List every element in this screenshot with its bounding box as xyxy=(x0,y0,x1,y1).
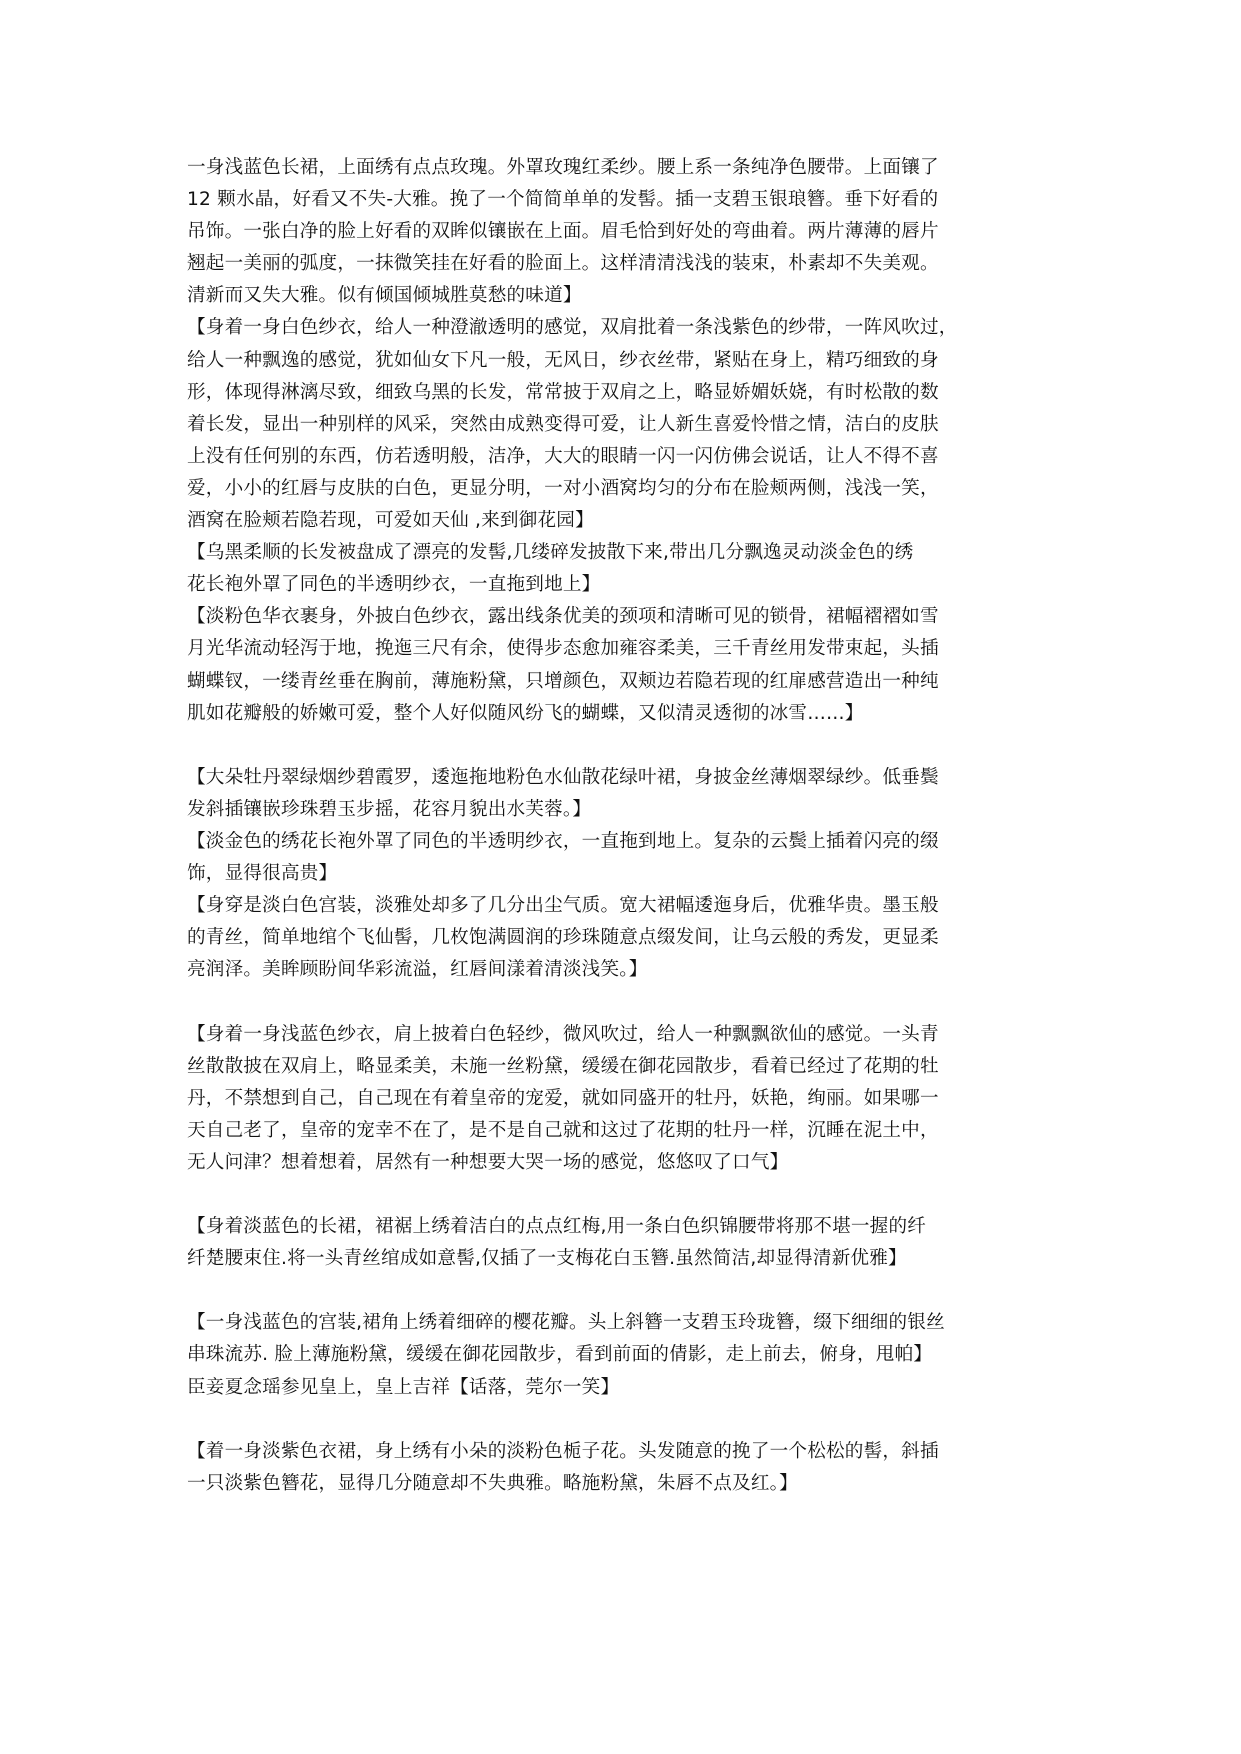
text-line: 着长发，显出一种别样的风采，突然由成熟变得可爱，让人新生喜爱怜惜之情，洁白的皮肤 xyxy=(187,413,939,435)
text-line: 花长袍外罩了同色的半透明纱衣，一直拖到地上】 xyxy=(187,574,601,596)
paragraph xyxy=(187,1211,1067,1275)
text-line: 亮润泽。美眸顾盼间华彩流溢，红唇间漾着清淡浅笑。】 xyxy=(187,959,648,981)
text-line: 【着一身淡紫色衣裙，身上绣有小朵的淡粉色栀子花。头发随意的挽了一个松松的髻，斜插 xyxy=(187,1440,939,1462)
paragraph-spacer xyxy=(187,1179,1067,1211)
paragraph-spacer xyxy=(187,986,1067,1018)
text-line: 饰，显得很高贵】 xyxy=(187,863,338,885)
text-line: 形，体现得淋漓尽致，细致乌黑的长发，常常披于双肩之上，略显娇媚妖娆，有时松散的数 xyxy=(187,381,939,403)
paragraph xyxy=(187,1019,1067,1179)
text-line: 【大朵牡丹翠绿烟纱碧霞罗，逶迤拖地粉色水仙散花绿叶裙，身披金丝薄烟翠绿纱。低垂鬓 xyxy=(187,766,939,788)
text-line: 上没有任何别的东西，仿若透明般，洁净，大大的眼睛一闪一闪仿佛会说话，让人不得不喜 xyxy=(187,445,939,467)
text-line: 酒窝在脸颊若隐若现，可爱如天仙 ,来到御花园】 xyxy=(187,510,594,532)
text-line: 吊饰。一张白净的脸上好看的双眸似镶嵌在上面。眉毛恰到好处的弯曲着。两片薄薄的唇片 xyxy=(187,221,939,243)
paragraph-spacer xyxy=(187,1404,1067,1436)
text-line: 丝散散披在双肩上，略显柔美，未施一丝粉黛，缓缓在御花园散步，看着已经过了花期的牡 xyxy=(187,1055,939,1077)
paragraph xyxy=(187,312,1067,537)
text-line: 纤楚腰束住.将一头青丝绾成如意髻,仅插了一支梅花白玉簪.虽然简洁,却显得清新优雅】 xyxy=(187,1248,907,1270)
document-body xyxy=(187,152,1067,1500)
text-line: 月光华流动轻泻于地，挽迤三尺有余，使得步态愈加雍容柔美，三千青丝用发带束起，头插 xyxy=(187,638,939,660)
paragraph xyxy=(187,826,1067,890)
text-line: 一只淡紫色簪花，显得几分随意却不失典雅。略施粉黛，朱唇不点及红。】 xyxy=(187,1472,798,1494)
text-line: 给人一种飘逸的感觉，犹如仙女下凡一般，无风日，纱衣丝带，紧贴在身上，精巧细致的身 xyxy=(187,349,939,371)
paragraph xyxy=(187,601,1067,729)
paragraph xyxy=(187,762,1067,826)
paragraph xyxy=(187,1436,1067,1500)
text-line: 蝴蝶钗，一缕青丝垂在胸前，薄施粉黛，只增颜色，双颊边若隐若现的红扉感营造出一种纯 xyxy=(187,670,939,692)
text-line: 【身着一身浅蓝色纱衣，肩上披着白色轻纱，微风吹过，给人一种飘飘欲仙的感觉。一头青 xyxy=(187,1023,939,1045)
text-line: 【身穿是淡白色宫装，淡雅处却多了几分出尘气质。宽大裙幅逶迤身后，优雅华贵。墨玉般 xyxy=(187,895,939,917)
paragraph xyxy=(187,537,1067,601)
text-line: 肌如花瓣般的娇嫩可爱，整个人好似随风纷飞的蝴蝶，又似清灵透彻的冰雪……】 xyxy=(187,702,864,724)
text-line: 【淡金色的绣花长袍外罩了同色的半透明纱衣，一直拖到地上。复杂的云鬓上插着闪亮的缀 xyxy=(187,830,939,852)
text-line: 爱，小小的红唇与皮肤的白色，更显分明，一对小酒窝均匀的分布在脸颊两侧，浅浅一笑， xyxy=(187,477,939,499)
text-line: 丹，不禁想到自己，自己现在有着皇帝的宠爱，就如同盛开的牡丹，妖艳，绚丽。如果哪一 xyxy=(187,1087,939,1109)
paragraph-spacer xyxy=(187,730,1067,762)
paragraph xyxy=(187,1307,1067,1403)
text-line: 臣妾夏念瑶参见皇上，皇上吉祥【话落，莞尔一笑】 xyxy=(187,1376,620,1398)
text-line: 发斜插镶嵌珍珠碧玉步摇，花容月貌出水芙蓉。】 xyxy=(187,798,592,820)
paragraph-spacer xyxy=(187,1275,1067,1307)
paragraph xyxy=(187,152,1067,312)
text-line: 【一身浅蓝色的宫装,裙角上绣着细碎的樱花瓣。头上斜簪一支碧玉玲珑簪，缀下细细的银丝 xyxy=(187,1312,945,1334)
text-line: 【淡粉色华衣裹身，外披白色纱衣，露出线条优美的颈项和清晰可见的锁骨，裙幅褶褶如雪 xyxy=(187,606,939,628)
text-line: 12 颗水晶，好看又不失-大雅。挽了一个简简单单的发髻。插一支碧玉银琅簪。垂下好看的 xyxy=(187,189,939,211)
text-line: 的青丝，简单地绾个飞仙髻，几枚饱满圆润的珍珠随意点缀发间，让乌云般的秀发，更显柔 xyxy=(187,927,939,949)
text-line: 【身着淡蓝色的长裙，裙裾上绣着洁白的点点红梅,用一条白色织锦腰带将那不堪一握的纤 xyxy=(187,1216,927,1238)
text-line: 串珠流苏. 脸上薄施粉黛，缓缓在御花园散步，看到前面的倩影，走上前去，俯身，甩帕】 xyxy=(187,1344,933,1366)
text-line: 【身着一身白色纱衣，给人一种澄澈透明的感觉，双肩批着一条浅紫色的纱带，一阵风吹过， xyxy=(187,317,958,339)
text-line: 翘起一美丽的弧度，一抹微笑挂在好看的脸面上。这样清清浅浅的装束，朴素却不失美观。 xyxy=(187,253,939,275)
paragraph xyxy=(187,890,1067,986)
text-line: 一身浅蓝色长裙，上面绣有点点玫瑰。外罩玫瑰红柔纱。腰上系一条纯净色腰带。上面镶了 xyxy=(187,157,939,178)
text-line: 【乌黑柔顺的长发被盘成了漂亮的发髻,几缕碎发披散下来,带出几分飘逸灵动淡金色的绣 xyxy=(187,542,914,564)
text-line: 清新而又失大雅。似有倾国倾城胜莫愁的味道】 xyxy=(187,285,582,307)
text-line: 无人问津？想着想着，居然有一种想要大哭一场的感觉，悠悠叹了口气】 xyxy=(187,1151,789,1173)
text-line: 天自己老了，皇帝的宠幸不在了，是不是自己就和这过了花期的牡丹一样，沉睡在泥土中， xyxy=(187,1119,939,1141)
